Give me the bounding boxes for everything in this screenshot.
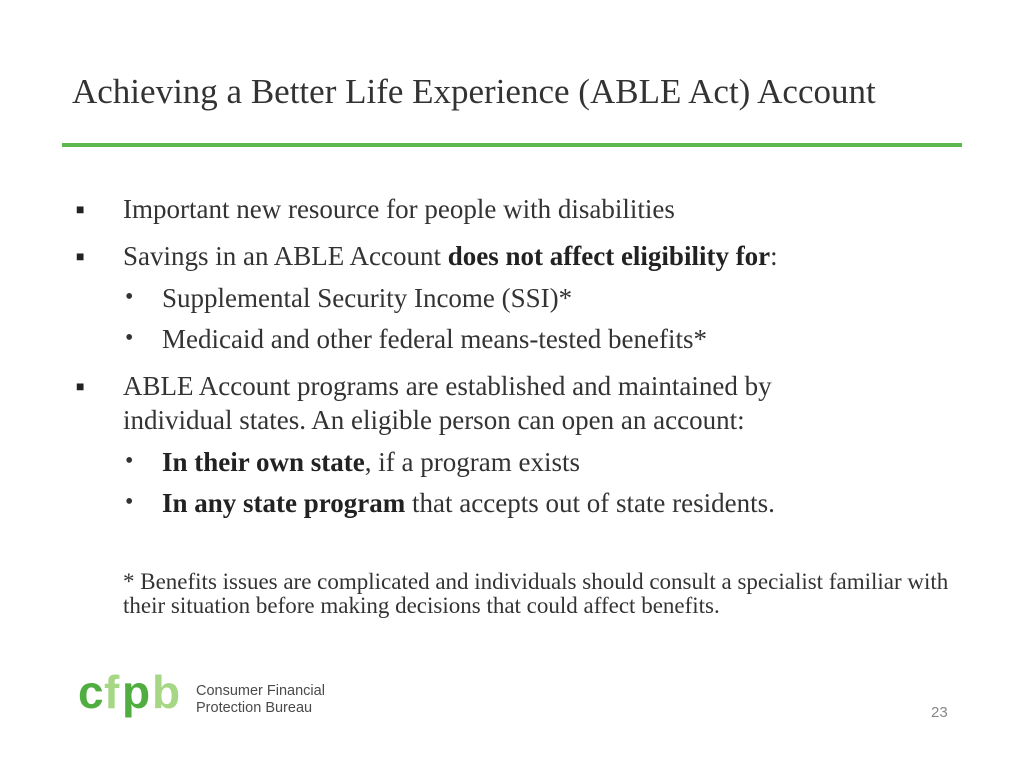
- slide-title: Achieving a Better Life Experience (ABLE Act) Account: [72, 72, 876, 111]
- bullet-3-sub-1-emphasis: In their own state: [162, 447, 365, 477]
- page-number: 23: [931, 704, 948, 721]
- agency-name-line-2: Protection Bureau: [196, 700, 313, 716]
- bullet-2-sub-2: Medicaid and other federal means-tested benefits*: [162, 324, 708, 354]
- bullet-3-sub-2: [162, 488, 775, 519]
- bullet-2-emphasis: does not affect eligibility for: [447, 241, 771, 271]
- cfpb-logo-icon: [78, 668, 188, 732]
- bullet-2-suffix: :: [770, 241, 778, 271]
- square-bullet-icon: ■: [76, 203, 85, 218]
- square-bullet-icon: ■: [76, 250, 85, 265]
- agency-name-line-1: Consumer Financial: [196, 683, 325, 699]
- svg-text:p: p: [122, 668, 151, 718]
- svg-text:c: c: [78, 668, 104, 718]
- dot-bullet-icon: •: [125, 448, 134, 474]
- bullet-2-sub-1: Supplemental Security Income (SSI)*: [162, 283, 573, 313]
- footnote: * Benefits issues are complicated and individuals should consult a specialist familiar with their situation before making decisions that could affect benefits.: [123, 569, 949, 618]
- title-divider: [62, 143, 962, 147]
- bullet-3-sub-1: [162, 447, 580, 478]
- agency-name: [196, 683, 325, 717]
- bullet-3-line-1: ABLE Account programs are established and maintained by: [123, 371, 772, 401]
- svg-text:b: b: [152, 668, 181, 718]
- svg-text:f: f: [104, 668, 120, 718]
- bullet-2-text: [123, 241, 778, 272]
- bullet-3-sub-1-rest: , if a program exists: [364, 447, 580, 477]
- dot-bullet-icon: •: [125, 489, 134, 515]
- dot-bullet-icon: •: [125, 284, 134, 310]
- dot-bullet-icon: •: [125, 325, 134, 351]
- bullet-3-sub-2-rest: that accepts out of state residents.: [405, 488, 775, 518]
- square-bullet-icon: ■: [76, 380, 85, 395]
- bullet-3-sub-2-emphasis: In any state program: [162, 488, 406, 518]
- bullet-1-text: Important new resource for people with disabilities: [123, 194, 675, 224]
- bullet-3-line-2: individual states. An eligible person can open an account:: [123, 405, 745, 435]
- bullet-2-prefix: Savings in an ABLE Account: [123, 241, 448, 271]
